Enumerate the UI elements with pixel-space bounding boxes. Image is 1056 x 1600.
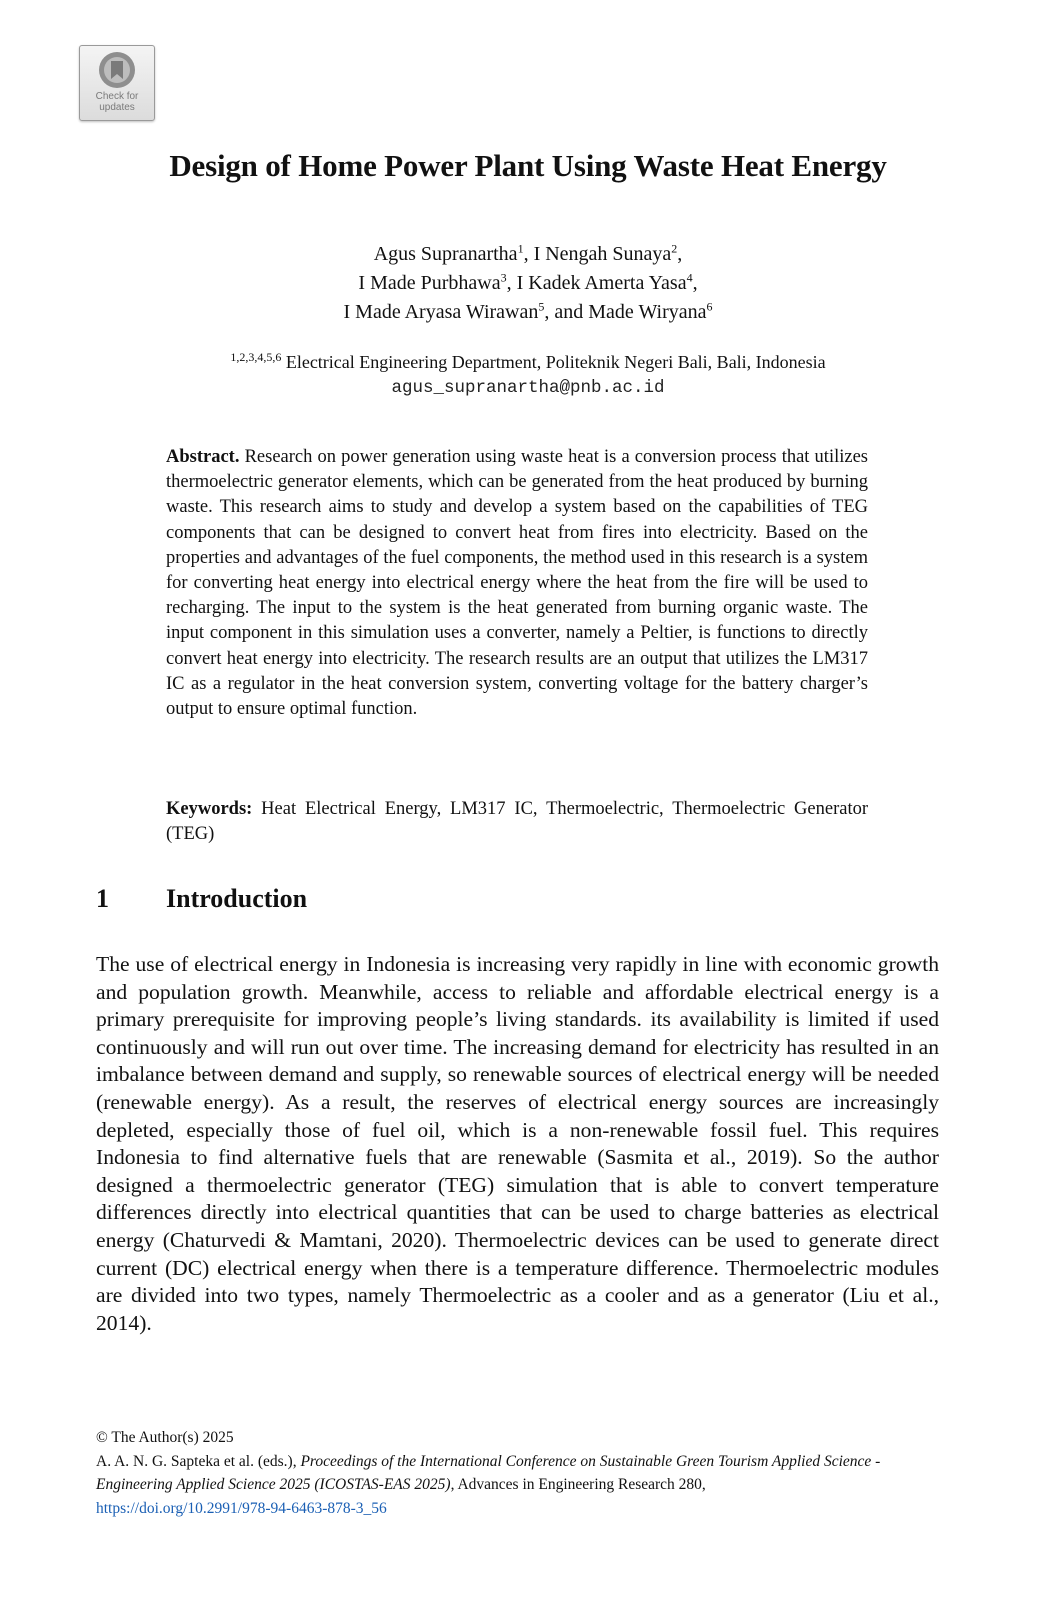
check-for-updates-badge[interactable]: [79, 45, 155, 121]
copyright: © The Author(s) 2025: [96, 1429, 234, 1446]
author-name: Made Wiryana: [588, 301, 707, 323]
abstract: [166, 445, 868, 722]
author-name: I Kadek Amerta Yasa: [516, 272, 687, 294]
author-sup: 5: [538, 299, 545, 314]
author-sup: 1: [517, 241, 524, 256]
author-sep: ,: [523, 243, 534, 265]
author-sep: ,: [692, 272, 698, 294]
author-sep: ,: [677, 243, 683, 265]
badge-line-1: Check for: [95, 91, 139, 102]
series-info: , Advances in Engineering Research 280,: [450, 1476, 706, 1493]
author-line-3: [0, 298, 1056, 327]
author-sup: 4: [686, 270, 693, 285]
badge-line-2: updates: [99, 102, 135, 113]
abstract-text: Research on power generation using waste heat is a conversion process that utilizes thermoelectric generator elements, which can be generated from the heat produced by burning waste. This research aims to study and develop a system based on the capabilities of TEG components that can be designed to convert heat from fires into electricity. Based on the properties and advantages of the fuel components, the method used in this research is a system for converting heat energy into electrical energy where the heat from the fire will be used to recharging. The input to the system is the heat generated from burning organic waste. The input component in this simulation uses a converter, namely a Peltier, is functions to directly convert heat energy into electricity. The research results are an output that utilizes the LM317 IC as a regulator in the heat conversion system, converting voltage for the battery charger’s output to ensure optimal function.: [166, 447, 868, 720]
author-list: [0, 240, 1056, 327]
author-sep: ,: [506, 272, 517, 294]
author-sup: 2: [671, 241, 678, 256]
author-name: I Made Aryasa Wirawan: [343, 301, 539, 323]
badge-label: [80, 91, 154, 113]
proceedings-title: Proceedings of the International Conference on Sustainable Green Tourism Applied Science - Engineering Applied Science 2025 (ICOSTAS-EAS 2025): [96, 1452, 881, 1493]
affiliation-text: Electrical Engineering Department, Politeknik Negeri Bali, Bali, Indonesia: [281, 352, 826, 372]
author-sep: , and: [544, 301, 589, 323]
author-name: I Nengah Sunaya: [533, 243, 672, 265]
author-sup: 6: [706, 299, 713, 314]
page-footer: [96, 1426, 939, 1520]
section-heading: [96, 884, 307, 914]
author-name: I Made Purbhawa: [358, 272, 501, 294]
intro-paragraph: The use of electrical energy in Indonesia is increasing very rapidly in line with economic growth and population growth. Meanwhile, access to reliable and affordable electrical energy is a primary prerequisite for improving people’s living standards. its availability is limited if used continuously and will run out over time. The increasing demand for electricity has resulted in an imbalance between demand and supply, so renewable sources of electrical energy will be needed (renewable energy). As a result, the reserves of electrical energy sources are increasingly depleted, especially those of fuel oil, which is a non-renewable fossil fuel. This requires Indonesia to find alternative fuels that are renewable (Sasmita et al., 2019). So the author designed a thermoelectric generator (TEG) simulation that is able to convert temperature differences directly into electrical quantities that can be used to charge batteries as electrical energy (Chaturvedi & Mamtani, 2020). Thermoelectric devices can be used to generate direct current (DC) electrical energy when there is a temperature difference. Thermoelectric modules are divided into two types, namely Thermoelectric as a cooler and as a generator (Liu et al., 2014).: [96, 952, 939, 1335]
author-sup: 3: [500, 270, 507, 285]
paper-title: Design of Home Power Plant Using Waste Heat Energy: [169, 148, 887, 183]
author-line-1: [0, 240, 1056, 269]
check-for-updates-icon: [98, 51, 136, 89]
author-name: Agus Supranartha: [373, 243, 518, 265]
affiliation-sup: 1,2,3,4,5,6: [230, 350, 282, 364]
author-line-2: [0, 269, 1056, 298]
affiliation: [0, 352, 1056, 373]
section-title: Introduction: [166, 884, 308, 913]
doi-link[interactable]: https://doi.org/10.2991/978-94-6463-878-3_56: [96, 1499, 387, 1517]
keywords-text: Heat Electrical Energy, LM317 IC, Thermoelectric, Thermoelectric Generator (TEG): [166, 799, 868, 845]
citation-prefix: A. A. N. G. Sapteka et al. (eds.),: [96, 1452, 301, 1470]
keywords-label: Keywords:: [166, 799, 253, 819]
section-number: 1: [96, 884, 109, 913]
keywords: [166, 797, 868, 847]
abstract-label: Abstract.: [166, 447, 240, 467]
author-email[interactable]: agus_supranartha@pnb.ac.id: [391, 378, 665, 398]
